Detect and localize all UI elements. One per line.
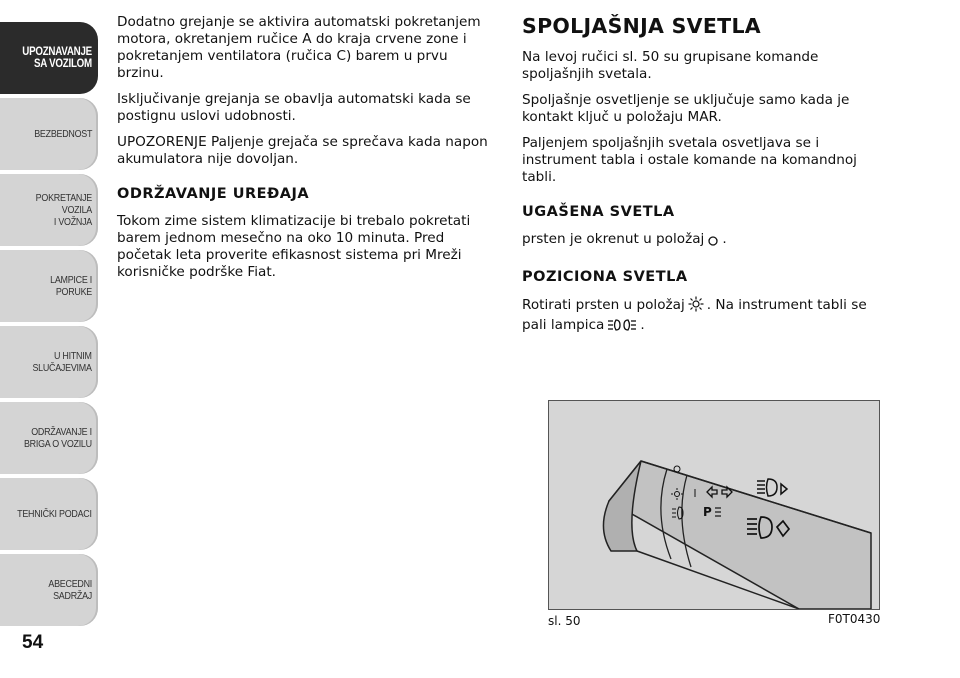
- paragraph: [522, 296, 892, 337]
- tab-label: POKRETANJE VOZILA I VOŽNJA: [35, 192, 92, 228]
- tab-label: U HITNIM SLUČAJEVIMA: [32, 350, 92, 374]
- paragraph: Spoljašnje osvetljenje se uključuje samo kada je kontakt ključ u položaju MAR.: [522, 92, 850, 125]
- text: Rotirati prsten u položaj: [522, 297, 685, 313]
- lights-stalk-figure: [548, 400, 880, 610]
- tab-lampice[interactable]: [0, 250, 98, 322]
- tab-tehnicki[interactable]: [0, 478, 98, 550]
- parking-label: P: [703, 505, 712, 519]
- tab-label: ABECEDNI SADRŽAJ: [48, 578, 92, 602]
- tab-upoznavanje[interactable]: [0, 22, 98, 94]
- tab-abecedni[interactable]: [0, 554, 98, 626]
- text: .: [640, 317, 645, 333]
- left-column: [117, 14, 497, 290]
- tab-label: TEHNIČKI PODACI: [17, 508, 92, 520]
- tab-odrzavanje[interactable]: [0, 402, 98, 474]
- tab-hitni[interactable]: [0, 326, 98, 398]
- position-lamp-icon: [607, 318, 637, 337]
- paragraph: Tokom zime sistem klimatizacije bi trebalo pokretati barem jednom mesečno na oko 10 minuta. Pred početak leta proverite efikasnost sistema pri Mreži korisničke podrške Fiat.: [117, 213, 471, 280]
- section-heading: ODRŽAVANJE UREĐAJA: [117, 186, 310, 202]
- text: .: [722, 231, 727, 247]
- tab-label: BEZBEDNOST: [34, 128, 92, 140]
- tab-bezbednost[interactable]: [0, 98, 98, 170]
- tab-pokretanje[interactable]: [0, 174, 98, 246]
- tab-label: UPOZNAVANJE SA VOZILOM: [22, 46, 92, 70]
- text: prsten je okrenut u položaj: [522, 231, 705, 247]
- high-beam-flash-icon: [757, 479, 787, 496]
- figure-code: F0T0430: [828, 612, 881, 626]
- position-lights-icon: [688, 296, 704, 317]
- section-heading: POZICIONA SVETLA: [522, 269, 688, 285]
- right-column: [522, 14, 892, 346]
- page-number: 54: [22, 632, 44, 653]
- paragraph: Na levoj ručici sl. 50 su grupisane komande spoljašnjih svetala.: [522, 49, 819, 82]
- text: . Na instrument tabli se pali lampica: [522, 297, 867, 333]
- off-symbol-icon: [674, 466, 680, 472]
- off-position-icon: [707, 234, 719, 251]
- tab-label: LAMPICE I PORUKE: [50, 274, 92, 298]
- paragraph: Paljenjem spoljašnjih svetala osvetljava se i instrument tabla i ostale komande na komandnoj tabli.: [522, 135, 857, 185]
- section-heading: UGAŠENA SVETLA: [522, 204, 675, 220]
- paragraph: [522, 231, 892, 251]
- paragraph: Dodatno grejanje se aktivira automatski pokretanjem motora, okretanjem ručice A do kraja crvene zone i pokretanjem ventilatora (ručica C) barem u prvu brzinu.: [117, 14, 481, 81]
- paragraph: Isključivanje grejanja se obavlja automatski kada se postignu uslovi udobnosti.: [117, 91, 471, 124]
- page-title: SPOLJAŠNJA SVETLA: [522, 14, 761, 38]
- warning-paragraph: UPOZORENJE Paljenje grejača se sprečava kada napon akumulatora nije dovoljan.: [117, 134, 488, 167]
- chapter-tabs: [0, 22, 98, 630]
- tab-label: ODRŽAVANJE I BRIGA O VOZILU: [24, 426, 92, 450]
- figure-caption: sl. 50: [548, 614, 581, 628]
- stalk-illustration: [549, 401, 879, 609]
